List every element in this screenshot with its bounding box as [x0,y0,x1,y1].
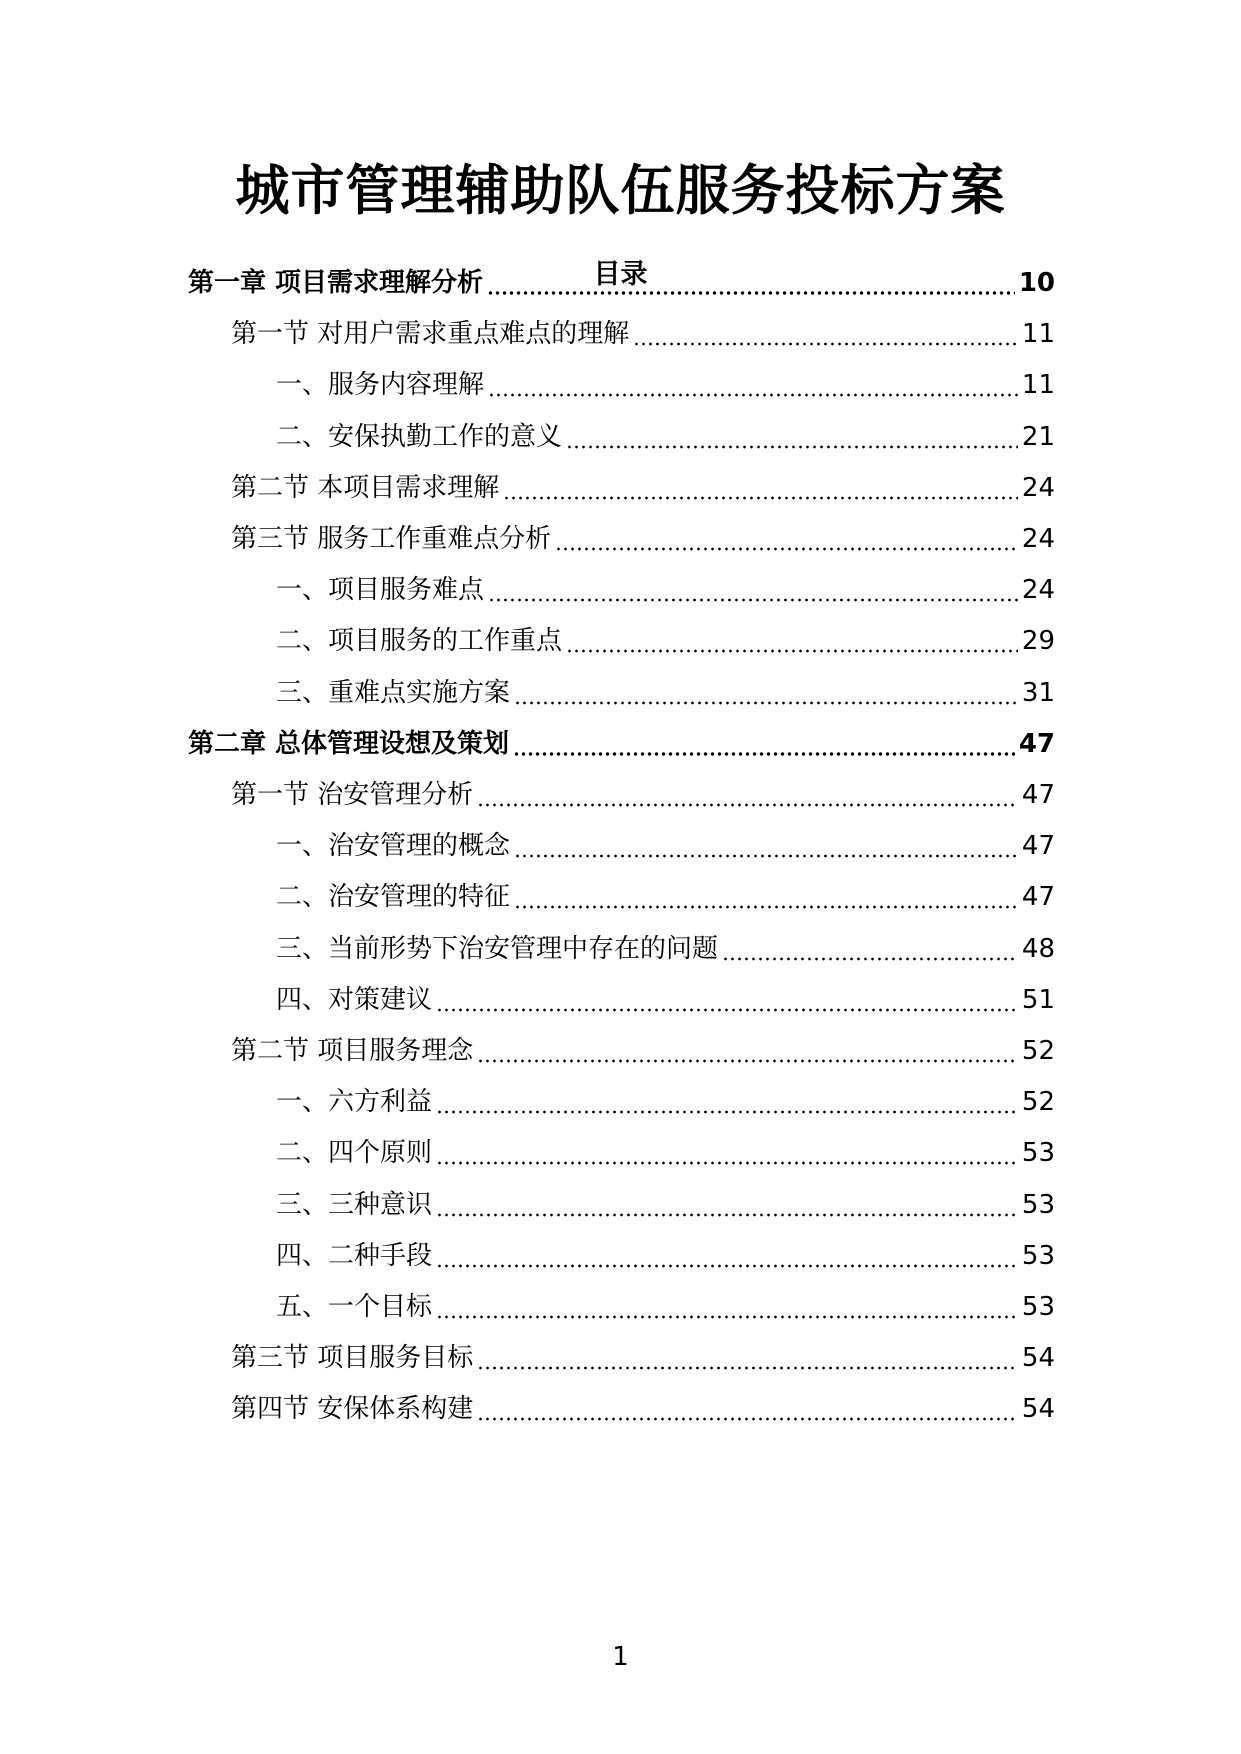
toc-heading: 目录 [593,259,648,290]
toc-dot-leader [514,701,1018,705]
toc-entry-page: 47 [1021,882,1055,913]
toc-entry-page: 47 [1021,831,1055,862]
toc-dot-leader [436,1008,1018,1012]
toc-entry-page: 54 [1021,1343,1055,1374]
toc-dot-leader [488,393,1018,397]
toc-dot-leader [436,1213,1018,1217]
toc-entry-label: 第二章 总体管理设想及策划 [188,728,510,759]
toc-entry[interactable] [276,1236,1055,1276]
toc-dot-leader [477,1059,1018,1063]
toc-entry[interactable] [231,314,1055,354]
toc-entry-page: 52 [1021,1036,1055,1066]
toc-entry-page: 51 [1021,984,1055,1015]
toc-dot-leader [514,854,1018,858]
toc-dot-leader [555,547,1018,551]
toc-entry-label: 第一节 治安管理分析 [231,780,474,810]
document-title: 城市管理辅助队伍服务投标方案 [235,159,1006,222]
toc-entry-page: 21 [1021,421,1055,452]
toc-entry-page: 47 [1021,780,1055,810]
toc-entry-page: 54 [1021,1394,1055,1425]
toc-entry[interactable] [276,1082,1055,1122]
toc-entry-label: 五、一个目标 [276,1292,433,1322]
toc-dot-leader [513,752,1015,756]
toc-entry-label: 三、当前形势下治安管理中存在的问题 [276,933,719,964]
toc-entry-label: 三、重难点实施方案 [276,677,511,708]
toc-entry-page: 24 [1021,575,1055,606]
toc-dot-leader [436,1264,1018,1268]
toc-dot-leader [633,342,1018,346]
toc-entry-label: 一、项目服务难点 [276,575,485,606]
toc-entry-label: 第四节 安保体系构建 [231,1394,474,1425]
toc-dot-leader [514,905,1018,909]
toc-entry-page: 24 [1021,472,1055,503]
toc-entry-label: 二、治安管理的特征 [276,882,511,913]
toc-entry-label: 一、治安管理的概念 [276,831,511,862]
toc-dot-leader [566,445,1018,449]
toc-entry-label: 一、服务内容理解 [276,370,485,401]
toc-entry-label: 第二节 项目服务理念 [231,1036,474,1066]
toc-entry[interactable] [188,263,1055,303]
toc-dot-leader [436,1315,1018,1319]
toc-entry-page: 11 [1021,319,1055,350]
toc-entry-label: 第三节 服务工作重难点分析 [231,524,552,554]
toc-dot-leader [722,957,1018,961]
toc-entry-label: 四、二种手段 [276,1240,433,1271]
toc-entry-label: 第二节 本项目需求理解 [231,472,500,503]
toc-entry[interactable] [276,417,1055,457]
toc-entry-label: 第一章 项目需求理解分析 [188,268,484,298]
toc-entry[interactable] [231,1389,1055,1429]
toc-entry[interactable] [276,980,1055,1020]
toc-entry[interactable] [231,1338,1055,1378]
toc-entry-label: 二、安保执勤工作的意义 [276,421,563,452]
toc-entry-page: 53 [1021,1240,1055,1271]
toc-entry[interactable] [276,877,1055,917]
toc-entry-page: 31 [1021,677,1055,708]
toc-dot-leader [477,803,1018,807]
toc-entry-label: 四、对策建议 [276,984,433,1015]
toc-entry[interactable] [231,775,1055,815]
toc-entry[interactable] [231,468,1055,508]
toc-dot-leader [503,496,1018,500]
toc-dot-leader [566,649,1018,653]
toc-entry[interactable] [276,1133,1055,1173]
toc-entry-page: 29 [1021,626,1055,657]
toc-entry[interactable] [188,724,1055,764]
toc-entry-label: 第三节 项目服务目标 [231,1343,474,1374]
toc-entry-page: 24 [1021,524,1055,554]
toc-dot-leader [436,1110,1018,1114]
toc-entry-page: 52 [1021,1087,1055,1118]
toc-dot-leader [477,1417,1018,1421]
toc-dot-leader [477,1366,1018,1370]
toc-dot-leader [488,598,1018,602]
toc-entry-label: 二、四个原则 [276,1138,433,1169]
toc-dot-leader [487,291,1015,295]
toc-entry-page: 53 [1021,1189,1055,1220]
toc-entry-label: 一、六方利益 [276,1087,433,1118]
toc-entry-page: 47 [1018,728,1055,759]
toc-entry-label: 二、项目服务的工作重点 [276,626,563,657]
toc-entry-page: 11 [1021,370,1055,401]
toc-entry[interactable] [276,365,1055,405]
toc-entry[interactable] [276,621,1055,661]
toc-entry[interactable] [231,1031,1055,1071]
toc-entry[interactable] [276,929,1055,969]
toc-entry-page: 53 [1021,1292,1055,1322]
toc-entry[interactable] [276,1185,1055,1225]
toc-entry[interactable] [276,673,1055,713]
page-number: 1 [612,1642,629,1672]
toc-entry-page: 53 [1021,1138,1055,1169]
toc-entry-label: 第一节 对用户需求重点难点的理解 [231,319,630,350]
toc-entry[interactable] [231,519,1055,559]
toc-entry-page: 48 [1021,933,1055,964]
toc-entry-page: 10 [1018,268,1055,298]
toc-entry[interactable] [276,1287,1055,1327]
toc-entry[interactable] [276,826,1055,866]
toc-dot-leader [436,1161,1018,1165]
toc-entry[interactable] [276,570,1055,610]
toc-entry-label: 三、三种意识 [276,1189,433,1220]
